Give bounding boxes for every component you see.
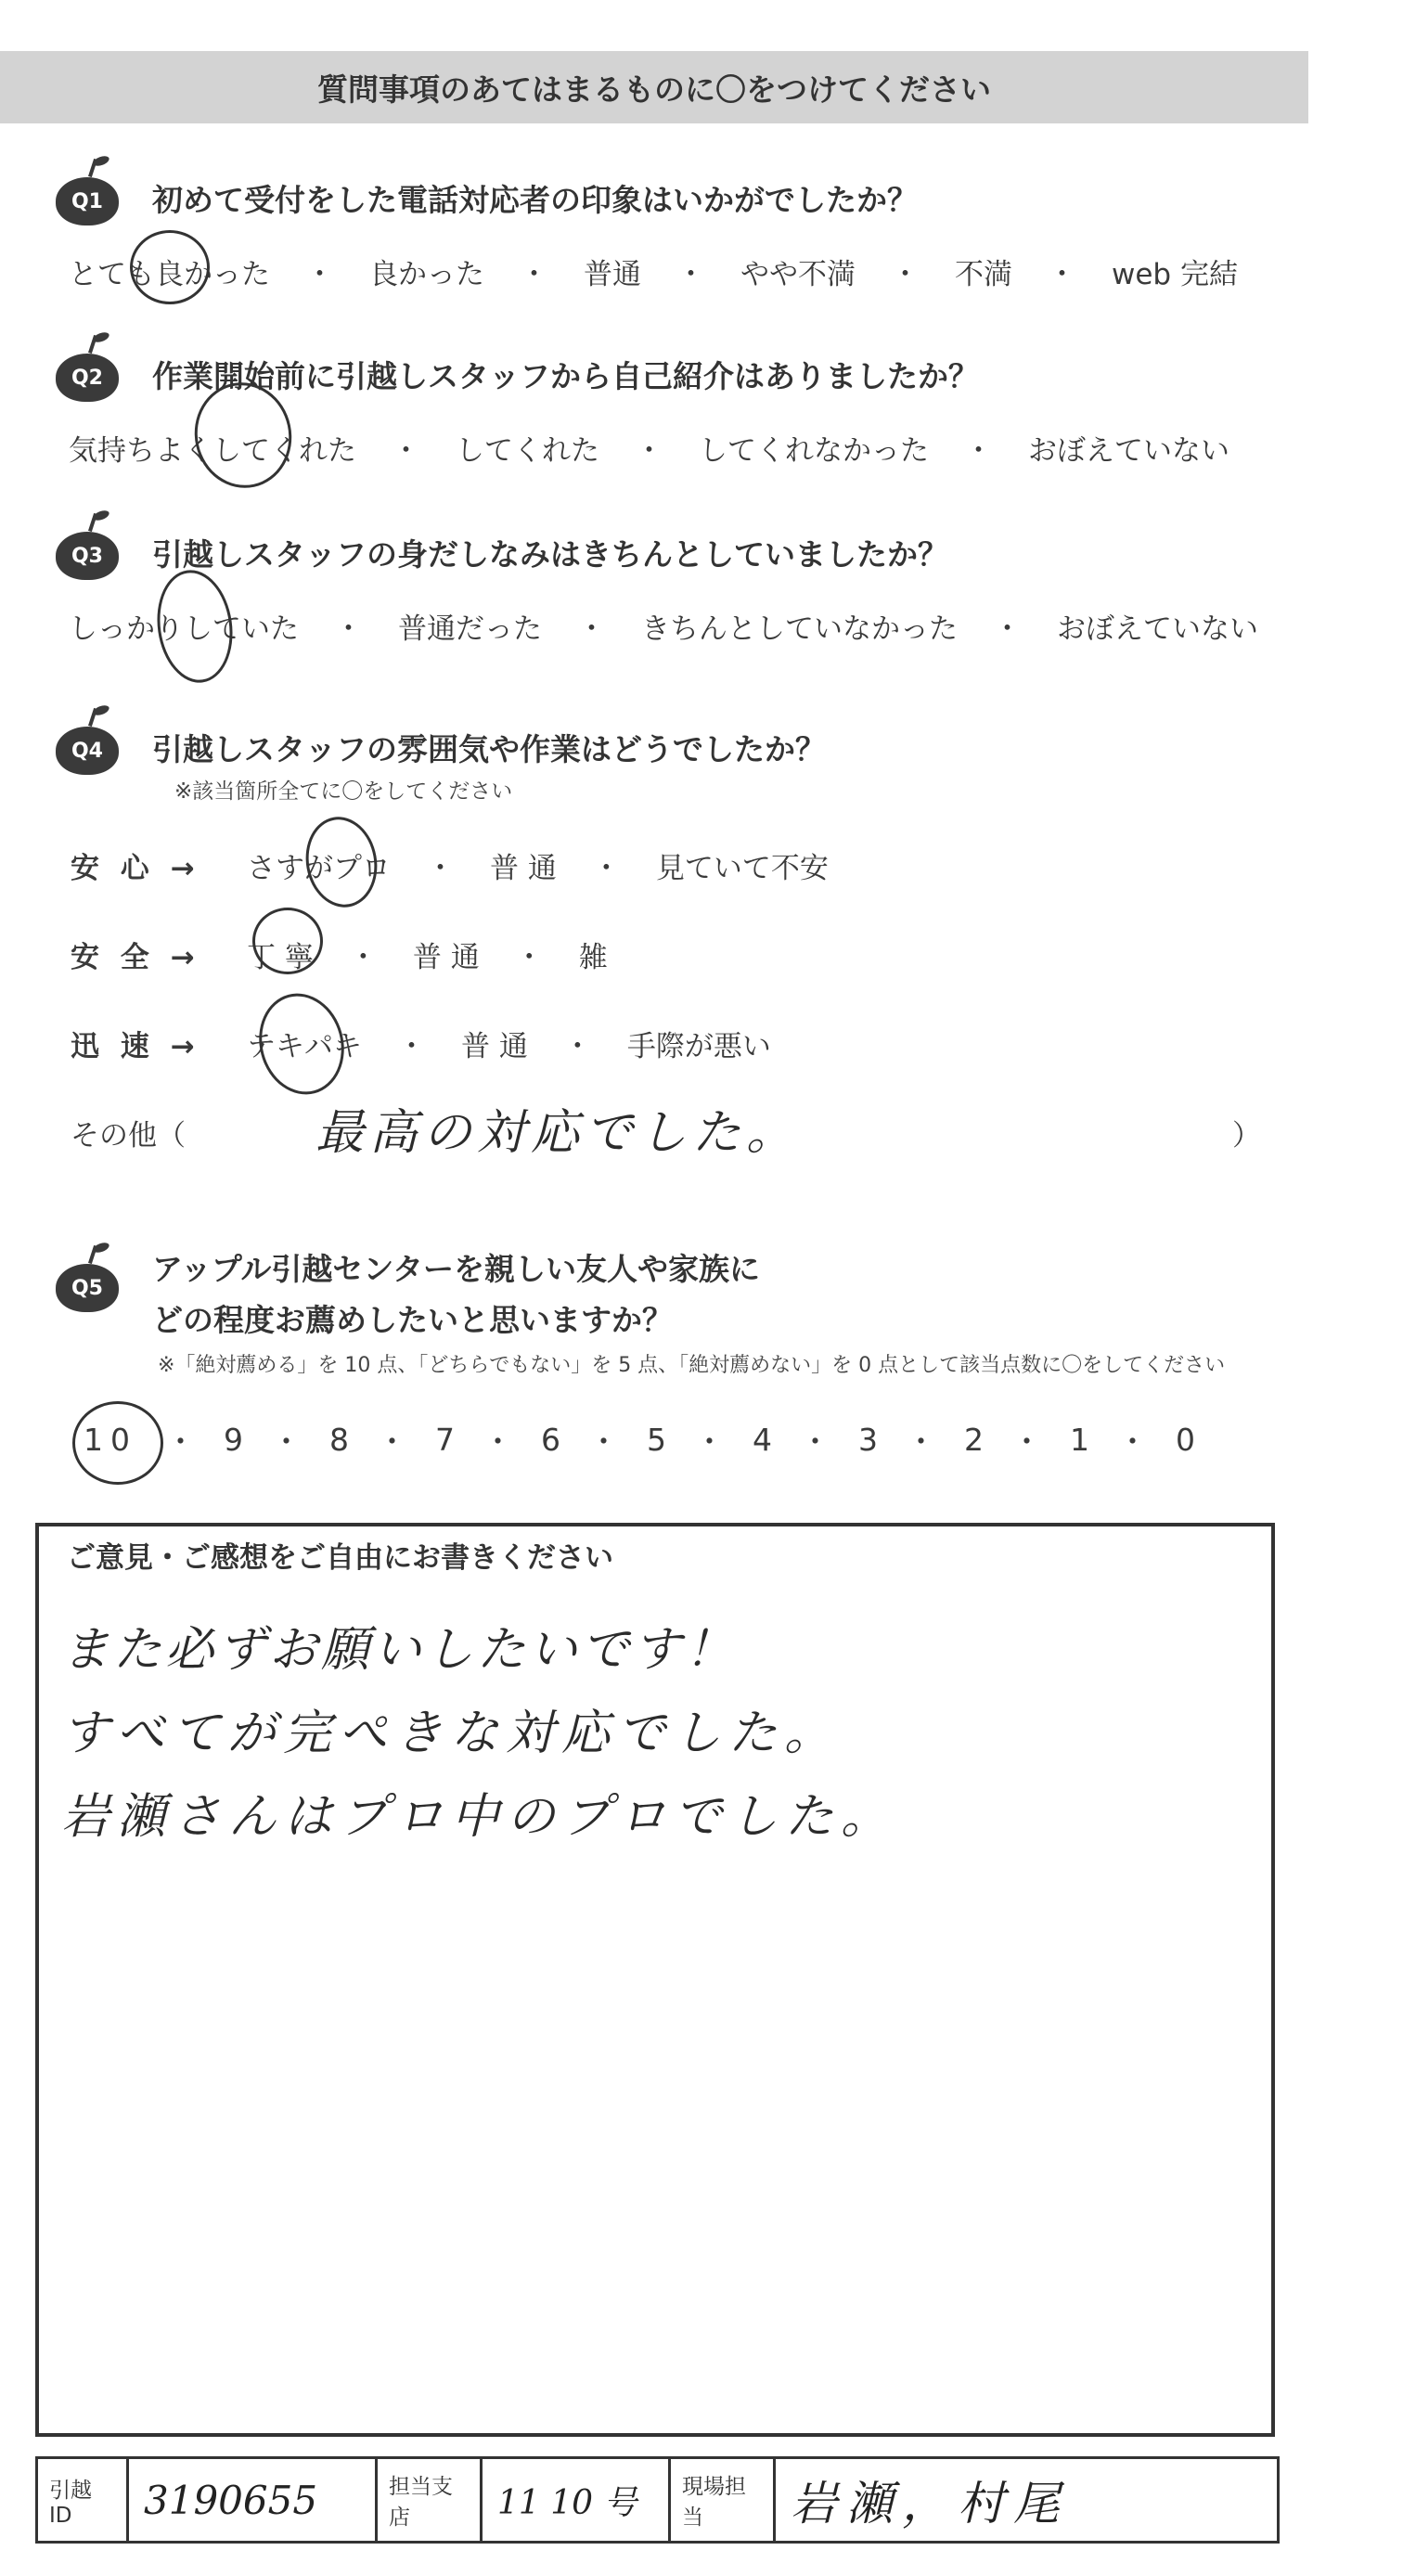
- option[interactable]: 普通だった: [398, 612, 542, 646]
- row-label: 安 心 →: [71, 852, 200, 885]
- apple-badge-icon: Q5: [56, 1258, 119, 1310]
- staff-label-cell: 現場担当: [671, 2459, 776, 2541]
- footer-table: [35, 2456, 1280, 2544]
- form-header: [0, 51, 1308, 123]
- question-4: [56, 715, 1336, 805]
- option[interactable]: してくれなかった: [699, 434, 929, 468]
- question-note: ※該当箇所全てに〇をしてください: [174, 779, 513, 804]
- answer-options: 気持ちよくしてくれた ・ してくれた ・ してくれなかった ・ おぼえていない: [69, 427, 1336, 469]
- score[interactable]: 10: [84, 1422, 137, 1458]
- row-label: 安 全 →: [71, 941, 200, 974]
- option[interactable]: やや不満: [740, 258, 856, 291]
- score[interactable]: 9: [224, 1422, 243, 1458]
- q4-row-anzen: 安 全 → 丁 寧 ・ 普 通 ・ 雑: [71, 934, 608, 975]
- apple-badge-icon: Q2: [56, 348, 119, 400]
- other-label: その他（: [71, 1119, 186, 1153]
- question-note: ※「絶対薦める」を 10 点、「どちらでもない」を 5 点、「絶対薦めない」を 0 点として該当点数に〇をしてください: [158, 1354, 1226, 1377]
- question-5: [56, 1245, 1336, 1378]
- apple-badge-icon: Q4: [56, 721, 119, 773]
- score[interactable]: 8: [329, 1422, 349, 1458]
- option[interactable]: 普通: [584, 258, 641, 291]
- score[interactable]: 3: [858, 1422, 878, 1458]
- branch-value: 11 10 号: [497, 2483, 637, 2522]
- apple-badge-icon: Q1: [56, 172, 119, 224]
- q4-row-jinsoku: 迅 速 → テキパキ ・ 普 通 ・ 手際が悪い: [71, 1023, 771, 1064]
- option[interactable]: おぼえていない: [1028, 434, 1229, 468]
- form-title: 質問事項のあてはまるものに〇をつけてください: [317, 71, 991, 108]
- option[interactable]: おぼえていない: [1057, 612, 1258, 646]
- option[interactable]: 普 通: [490, 852, 557, 885]
- question-text: 引越しスタッフの身だしなみはきちんとしていましたか？: [152, 535, 948, 573]
- staff-value: 岩瀬，村尾: [791, 2477, 1069, 2531]
- score[interactable]: 7: [435, 1422, 455, 1458]
- staff-cell: [776, 2459, 1277, 2541]
- comment-line: また必ずお願いしたいです！: [61, 1622, 738, 1678]
- question-3: [56, 520, 1336, 647]
- option[interactable]: きちんとしていなかった: [641, 612, 958, 646]
- option[interactable]: してくれた: [456, 434, 599, 468]
- answer-options: とても良かった ・ 良かった ・ 普通 ・ やや不満 ・ 不満 ・ web 完結: [69, 251, 1336, 292]
- move-id-cell: [129, 2459, 378, 2541]
- move-id-label-cell: 引越 ID: [38, 2459, 129, 2541]
- comment-box: [35, 1523, 1275, 2437]
- score-options: 10 ・ 9 ・ 8 ・ 7 ・ 6 ・ 5 ・ 4 ・ 3 ・ 2 ・ 1 ・ 0: [84, 1422, 1195, 1460]
- score[interactable]: 2: [964, 1422, 984, 1458]
- question-2: [56, 341, 1336, 469]
- option[interactable]: とても良かった: [69, 258, 270, 291]
- branch-label-cell: 担当支店: [378, 2459, 483, 2541]
- other-handwritten: 最高の対応でした。: [315, 1105, 801, 1161]
- answer-options: しっかりしていた ・ 普通だった ・ きちんとしていなかった ・ おぼえていない: [69, 605, 1336, 647]
- option[interactable]: 丁 寧: [247, 941, 314, 974]
- move-id-value: 3190655: [144, 2477, 318, 2523]
- question-text-line1: アップル引越センターを親しい友人や家族に: [152, 1251, 761, 1287]
- question-text: 初めて受付をした電話対応者の印象はいかがでしたか？: [152, 181, 918, 218]
- option[interactable]: web 完結: [1112, 258, 1238, 291]
- option[interactable]: 雑: [578, 941, 608, 974]
- option[interactable]: 良かった: [369, 258, 484, 291]
- comment-line: すべてが完ぺきな対応でした。: [61, 1706, 840, 1761]
- apple-badge-icon: Q3: [56, 526, 119, 578]
- score[interactable]: 6: [541, 1422, 560, 1458]
- row-label: 迅 速 →: [71, 1030, 200, 1063]
- option[interactable]: さすがプロ: [247, 852, 391, 885]
- option[interactable]: 不満: [955, 258, 1012, 291]
- question-text-line2: どの程度お薦めしたいと思いますか？: [152, 1302, 673, 1338]
- score[interactable]: 5: [647, 1422, 666, 1458]
- comment-title: ご意見・ご感想をご自由にお書きください: [67, 1541, 613, 1575]
- option[interactable]: テキパキ: [247, 1030, 362, 1063]
- branch-cell: [483, 2459, 671, 2541]
- q4-row-anshin: 安 心 → さすがプロ ・ 普 通 ・ 見ていて不安: [71, 844, 829, 886]
- comment-line: 岩瀬さんはプロ中のプロでした。: [61, 1789, 897, 1845]
- score[interactable]: 4: [753, 1422, 772, 1458]
- option[interactable]: しっかりしていた: [69, 612, 299, 646]
- score[interactable]: 0: [1176, 1422, 1195, 1458]
- score[interactable]: 1: [1070, 1422, 1089, 1458]
- question-1: [56, 165, 1336, 292]
- option[interactable]: 気持ちよくしてくれた: [69, 434, 356, 468]
- other-close: ）: [1232, 1119, 1261, 1153]
- option[interactable]: 見ていて不安: [655, 852, 829, 885]
- question-text: 引越しスタッフの雰囲気や作業はどうでしたか？: [152, 730, 826, 767]
- option[interactable]: 手際が悪い: [626, 1030, 771, 1063]
- option[interactable]: 普 通: [412, 941, 480, 974]
- option[interactable]: 普 通: [461, 1030, 528, 1063]
- question-text: 作業開始前に引越しスタッフから自己紹介はありましたか？: [152, 357, 979, 394]
